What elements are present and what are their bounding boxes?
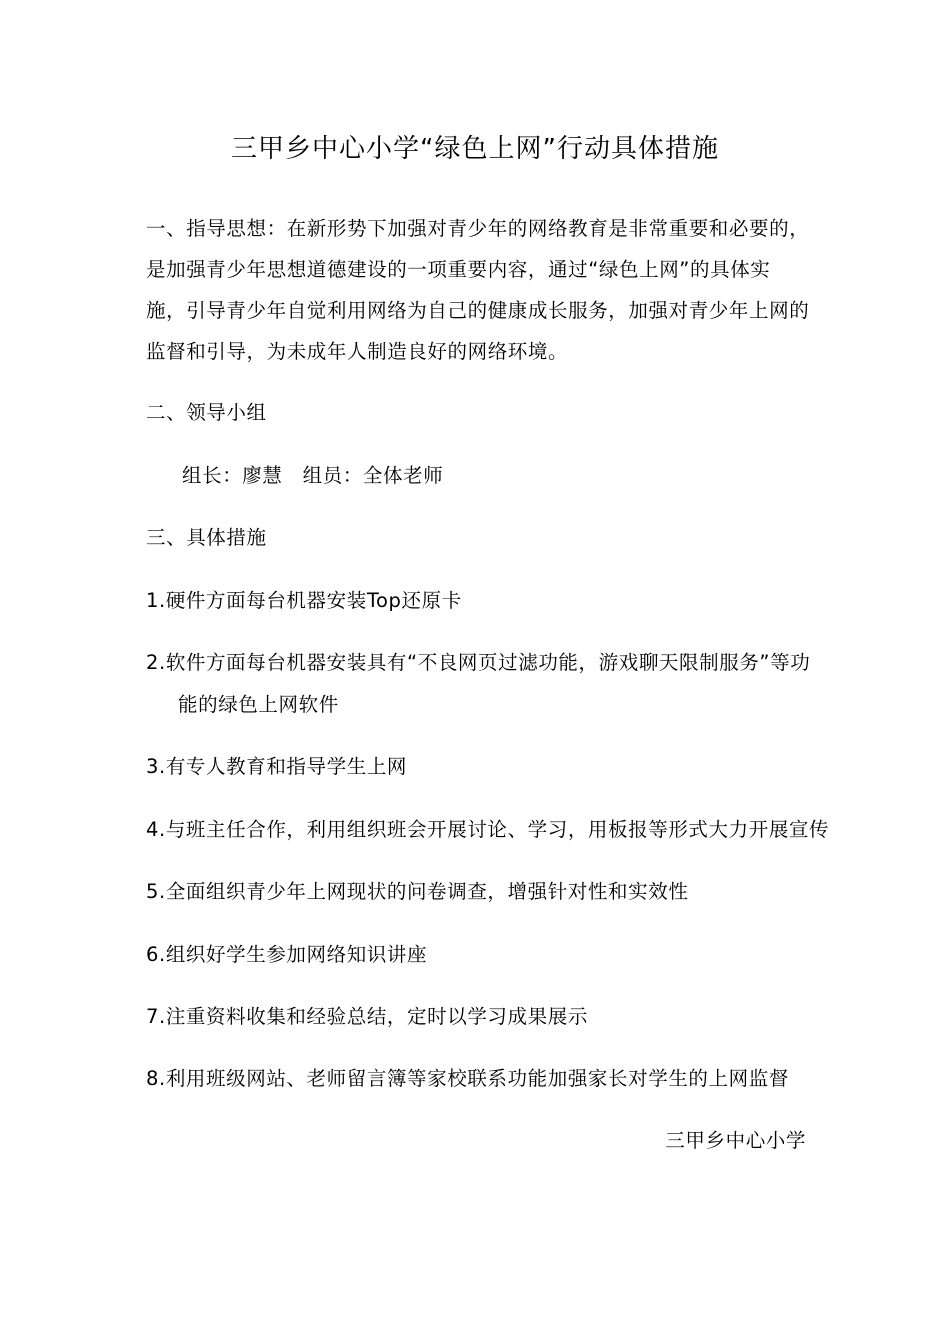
measure-item [146, 940, 427, 970]
measure-number: 7. [146, 1005, 166, 1028]
measure-number: 4. [146, 818, 166, 841]
measure-number: 6. [146, 943, 166, 966]
measure-text: 注重资料收集和经验总结，定时以学习成果展示 [165, 1005, 588, 1028]
signature: 三甲乡中心小学 [665, 1129, 806, 1152]
measure-text: 软件方面每台机器安装具有“不良网页过滤功能，游戏聊天限制服务”等功 [165, 651, 811, 674]
measure-text: 与班主任合作，利用组织班会开展讨论、学习，用板报等形式大力开展宣传 [165, 818, 830, 841]
measure-item [146, 1064, 789, 1094]
measure-text: 硬件方面每台机器安装Top还原卡 [165, 589, 462, 612]
guiding-thought-paragraph: 一、指导思想：在新形势下加强对青少年的网络教育是非常重要和必要的，是加强青少年思想道德建设的一项重要内容，通过“绿色上网”的具体实施，引导青少年自觉利用网络为自己的健康成长服务，加强对青少年上网的监督和引导，为未成年人制造良好的网络环境。 [146, 217, 810, 363]
measure-item [146, 586, 462, 616]
measure-number: 1. [146, 589, 166, 612]
measure-item [146, 815, 829, 845]
measure-text-continuation: 能的绿色上网软件 [178, 693, 339, 716]
measure-text: 利用班级网站、老师留言簿等家校联系功能加强家长对学生的上网监督 [165, 1067, 789, 1090]
measure-number: 3. [146, 755, 166, 778]
measure-item [146, 1002, 588, 1032]
measure-number: 2. [146, 651, 166, 674]
measure-item [146, 648, 810, 678]
measure-number: 5. [146, 880, 166, 903]
leadership-heading: 二、领导小组 [146, 401, 267, 424]
document-title: 三甲乡中心小学“绿色上网”行动具体措施 [231, 134, 719, 164]
measure-text: 组织好学生参加网络知识讲座 [165, 943, 428, 966]
measure-text: 有专人教育和指导学生上网 [165, 755, 408, 778]
measure-item [146, 752, 407, 782]
measure-number: 8. [146, 1067, 166, 1090]
measure-item [146, 877, 688, 907]
leadership-members: 组长：廖慧 组员：全体老师 [182, 464, 444, 487]
measures-heading: 三、具体措施 [146, 526, 267, 549]
measure-text: 全面组织青少年上网现状的问卷调查，增强针对性和实效性 [165, 880, 689, 903]
